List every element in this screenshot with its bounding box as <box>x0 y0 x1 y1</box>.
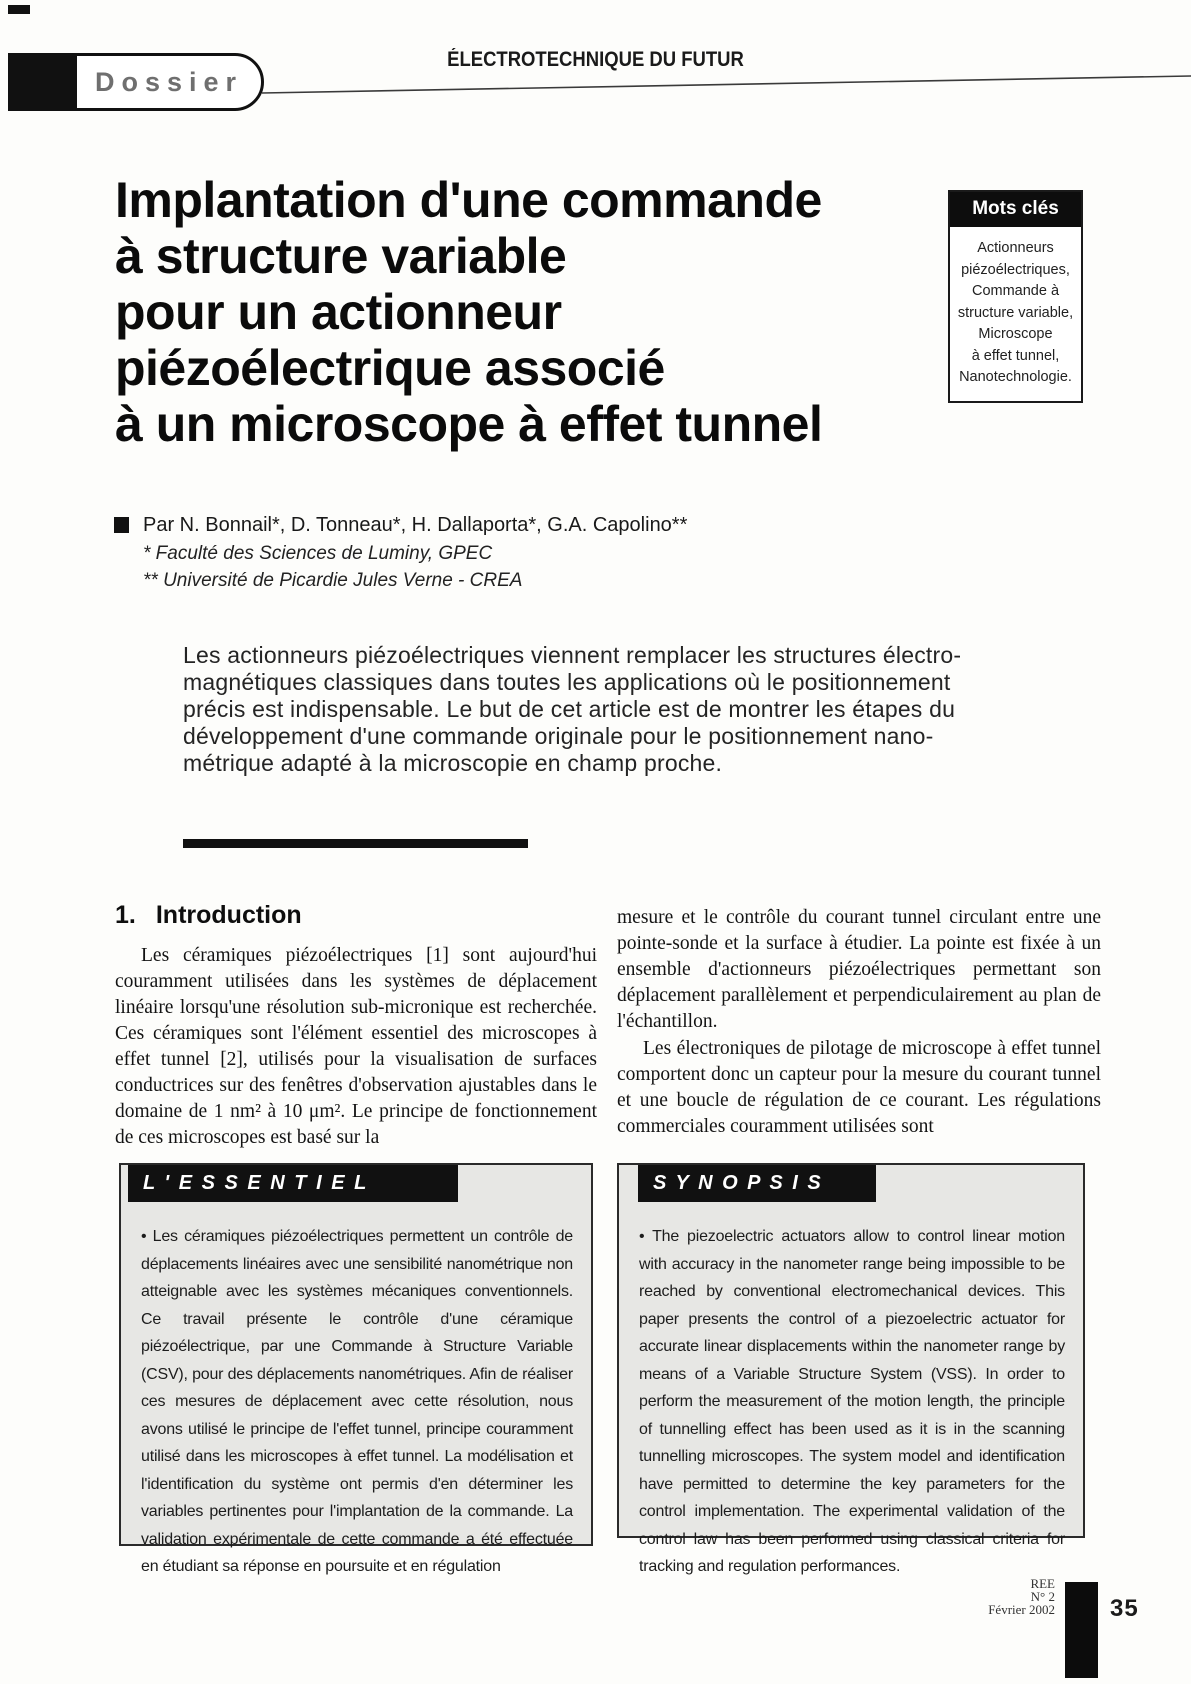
keyword-line: Microscope <box>978 326 1053 342</box>
keyword-line: Commande à <box>971 283 1060 299</box>
footer-journal-name: REE <box>1030 1576 1055 1591</box>
essentiel-box-text: • Les céramiques piézoélectriques permettent un contrôle de déplacements linéaires avec une sensibilité nanométrique non atteignable avec les systèmes mécaniques conventionnels. Ce travail présente le contrôle d'une céramique piézoélectrique, par une Commande à Structure Variable (CSV), pour des déplacements nanométriques. Afin de réaliser ces mesures de déplacement avec cette résolution, nous avons utilisé le principe de l'effet tunnel, principe couramment utilisé dans les microscopes à effet tunnel. La modélisation et l'identification du système ont permis d'en déterminer les variables pertinentes pour l'implantation de la commande. La validation expérimentale de cette commande a été effectuée en étudiant sa réponse en poursuite et en régulation <box>141 1228 573 1575</box>
keywords-box-title: Mots clés <box>950 192 1081 227</box>
keyword-line: Actionneurs <box>977 240 1054 256</box>
synopsis-box <box>617 1163 1085 1575</box>
byline-affiliation-1: * Faculté des Sciences de Luminy, GPEC <box>143 543 493 564</box>
keyword-line: structure variable, <box>957 304 1074 321</box>
essentiel-box <box>119 1163 593 1575</box>
footer-journal-reference <box>855 1577 1055 1616</box>
keyword-line: Nanotechnologie. <box>959 369 1072 385</box>
dossier-badge-black-block <box>11 56 77 108</box>
essentiel-box-title: L ' E S S E N T I E L <box>128 1165 458 1202</box>
synopsis-box-title: S Y N O P S I S <box>638 1165 876 1202</box>
keyword-line: à effet tunnel, <box>971 347 1060 364</box>
section-heading <box>115 901 597 930</box>
intro-paragraph-right-1: mesure et le contrôle du courant tunnel circulant entre une pointe-sonde et la surface à étudier. La pointe est fixée à un ensemble d'actionneurs piézoélectriques permettant son déplacement parallèlement et perpendiculairement au plan de l'échantillon. <box>617 907 1101 1032</box>
intro-paragraph-right-2: Les électroniques de pilotage de microscope à effet tunnel comportent donc un capteur pour la mesure du courant tunnel et une boucle de régulation de ce courant. Les régulations commerciales couramment utilisées sont <box>617 1038 1101 1137</box>
article-title-line-2: à structure variable <box>115 228 567 284</box>
footer-black-bar <box>1065 1582 1098 1678</box>
abstract-paragraph: Les actionneurs piézoélectriques viennent remplacer les structures électro-magnétiques classiques dans toutes les applications où le positionnement précis est indispensable. Le but de cet article est de montrer les étapes du développement d'une commande originale pour le positionnement nano-métrique adapté à la microscopie en champ proche. <box>183 642 962 776</box>
synopsis-box-text: • The piezoelectric actuators allow to control linear motion with accuracy in the nanometer range being impossible to be reached by conventional electromechanical devices. This paper presents the control of a piezoelectric actuator for accurate linear displacements within the nanometer range by means of a Variable Structure System (VSS). In order to perform the measurement of the motion length, the principle of tunnelling effect has been used as it is in the scanning tunnelling microscopes. The system model and identification have permitted to determine the key parameters for the control implementation. The experimental validation of the control law has been performed using classical criteria for tracking and regulation performances. <box>639 1228 1065 1575</box>
section-title: Introduction <box>155 901 302 929</box>
intro-paragraph-left: Les céramiques piézoélectriques [1] sont aujourd'hui couramment utilisées dans les systèmes de déplacement linéaire lorsqu'une résolution sub-micronique est recherchée. Ces céramiques sont l'élément essentiel des microscopes à effet tunnel [2], utilisés pour la visualisation de surfaces conductrices sur des fenêtres d'observation ajustables dans le domaine de 1 nm² à 10 μm². Le principe de fonctionnement de ces microscopes est basé sur la <box>115 945 597 1148</box>
footer-date: Février 2002 <box>988 1602 1055 1617</box>
abstract-underline-bar <box>183 839 528 848</box>
article-title-line-3: pour un actionneur <box>115 284 562 340</box>
running-head: ÉLECTROTECHNIQUE DU FUTUR <box>447 48 744 71</box>
article-title-line-4: piézoélectrique associé <box>115 340 665 396</box>
intro-left-column <box>115 901 597 1151</box>
article-title-line-1: Implantation d'une commande <box>115 172 822 228</box>
intro-right-column <box>617 905 1101 1140</box>
dossier-badge-label: Dossier <box>94 66 244 97</box>
byline-affiliation-2: ** Université de Picardie Jules Verne - CREA <box>143 570 523 591</box>
keywords-list <box>950 227 1081 401</box>
keywords-box <box>948 190 1083 403</box>
byline-authors: Par N. Bonnail*, D. Tonneau*, H. Dallaporta*, G.A. Capolino** <box>143 514 688 536</box>
article-title-line-5: à un microscope à effet tunnel <box>115 396 823 452</box>
article-title <box>115 172 1015 452</box>
keyword-line: piézoélectriques, <box>961 261 1070 278</box>
section-number: 1. <box>115 901 136 929</box>
byline-square-bullet <box>114 517 129 533</box>
footer-page-number: 35 <box>1110 1595 1139 1622</box>
footer-issue: N° 2 <box>1030 1589 1055 1604</box>
